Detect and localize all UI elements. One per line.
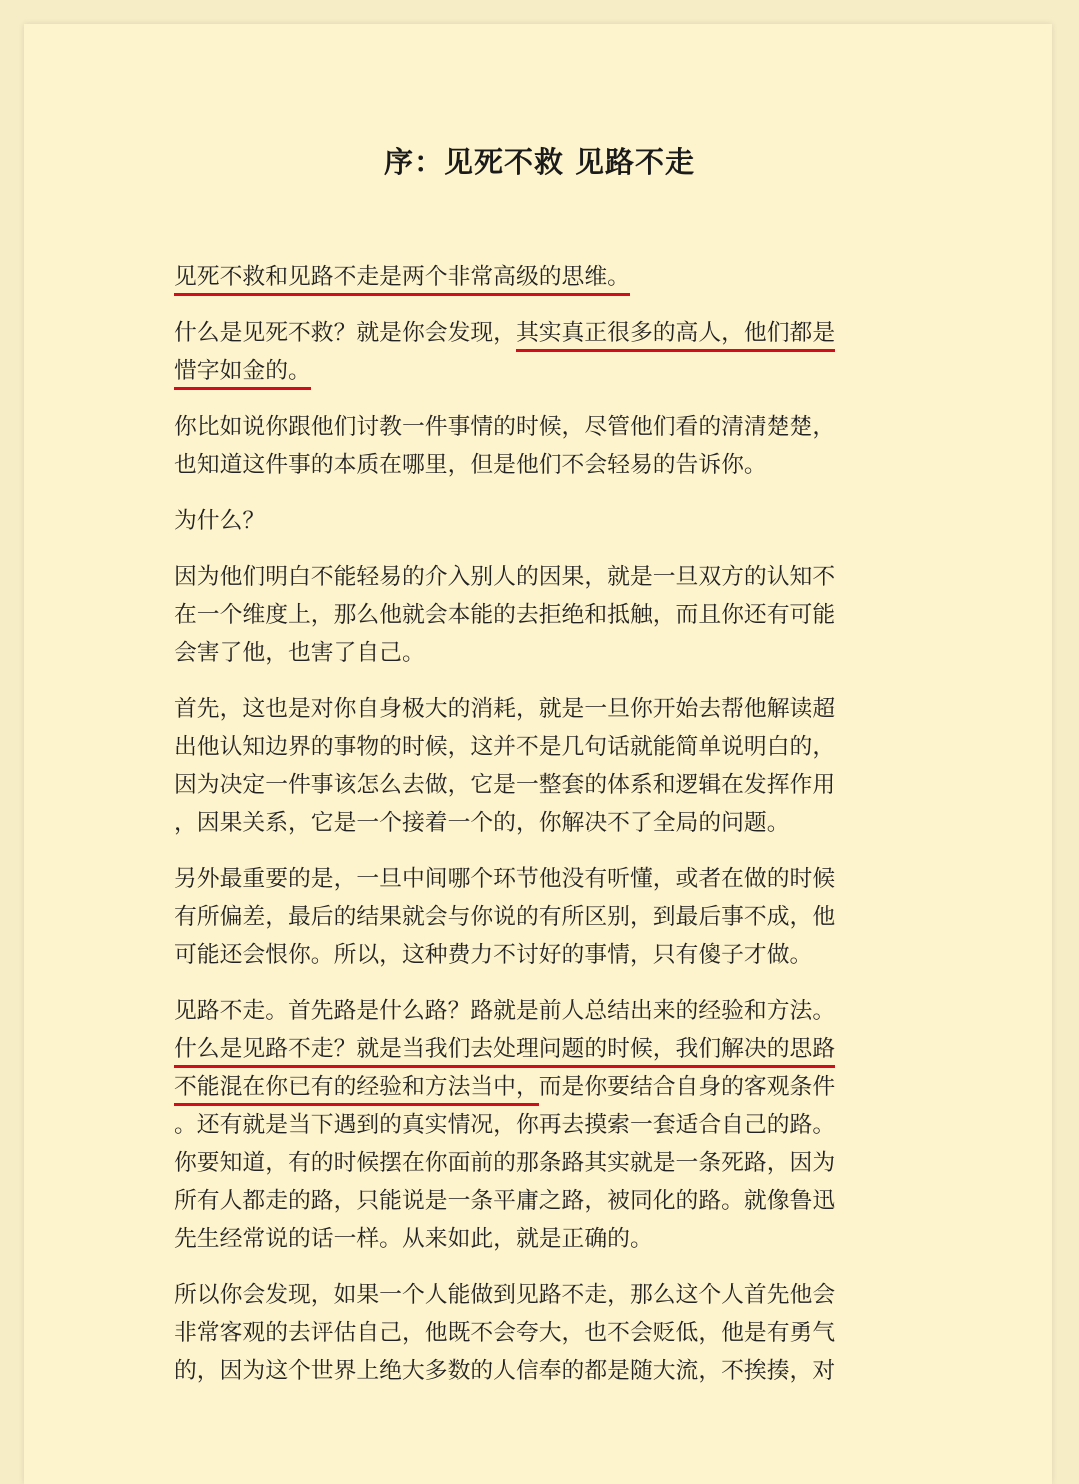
paragraph-7	[174, 860, 914, 974]
text-line: 在一个维度上，那么他就会本能的去拒绝和抵触，而且你还有可能	[174, 602, 836, 628]
page-title: 序：见死不救 见路不走	[383, 145, 696, 179]
text-line: 所以你会发现，如果一个人能做到见路不走，那么这个人首先他会	[174, 1282, 836, 1308]
text-line: 会害了他，也害了自己。	[174, 640, 425, 666]
document-body	[174, 258, 914, 1408]
text-line: 也知道这件事的本质在哪里，但是他们不会轻易的告诉你。	[174, 452, 767, 478]
text-line: 首先，这也是对你自身极大的消耗，就是一旦你开始去帮他解读超	[174, 696, 836, 722]
paragraph-2	[174, 314, 914, 390]
text-line: 你比如说你跟他们讨教一件事情的时候，尽管他们看的清清楚楚，	[174, 414, 836, 440]
text-line: 可能还会恨你。所以，这种费力不讨好的事情，只有傻子才做。	[174, 942, 813, 968]
paragraph-5	[174, 558, 914, 672]
paragraph-4	[174, 502, 914, 540]
text-line: ，因果关系，它是一个接着一个的，你解决不了全局的问题。	[174, 810, 790, 836]
text-line: 有所偏差，最后的结果就会与你说的有所区别，到最后事不成，他	[174, 904, 836, 930]
paragraph-3	[174, 408, 914, 484]
text-line: 先生经常说的话一样。从来如此，就是正确的。	[174, 1226, 653, 1252]
highlighted-phrase: 什么是见路不走？就是当我们去处理问题的时候，我们解决的思路	[174, 1035, 835, 1068]
text-line: 为什么？	[174, 508, 266, 534]
highlighted-phrase: 惜字如金的。	[174, 357, 311, 390]
text-line: 见路不走。首先路是什么路？路就是前人总结出来的经验和方法。	[174, 998, 836, 1024]
highlighted-sentence: 见死不救和见路不走是两个非常高级的思维。	[174, 263, 630, 296]
text-line: 非常客观的去评估自己，他既不会夸大，也不会贬低，他是有勇气	[174, 1320, 836, 1346]
text-line: 你要知道，有的时候摆在你面前的那条路其实就是一条死路，因为	[174, 1150, 836, 1176]
text-line: 。还有就是当下遇到的真实情况，你再去摸索一套适合自己的路。	[174, 1112, 836, 1138]
text-line: 所有人都走的路，只能说是一条平庸之路，被同化的路。就像鲁迅	[174, 1188, 836, 1214]
paragraph-text: 而是你要结合自身的客观条件	[538, 1074, 836, 1100]
paragraph-8	[174, 992, 914, 1258]
paragraph-1	[174, 258, 914, 296]
text-line: 因为他们明白不能轻易的介入别人的因果，就是一旦双方的认知不	[174, 564, 836, 590]
highlighted-phrase: 其实真正很多的高人，他们都是	[516, 319, 835, 352]
paragraph-9	[174, 1276, 914, 1390]
highlighted-phrase: 不能混在你已有的经验和方法当中，	[174, 1073, 539, 1106]
paragraph-text: 什么是见死不救？就是你会发现，	[174, 320, 516, 346]
text-line: 另外最重要的是，一旦中间哪个环节他没有听懂，或者在做的时候	[174, 866, 836, 892]
text-line: 因为决定一件事该怎么去做，它是一整套的体系和逻辑在发挥作用	[174, 772, 836, 798]
text-line: 出他认知边界的事物的时候，这并不是几句话就能简单说明白的，	[174, 734, 836, 760]
text-line: 的，因为这个世界上绝大多数的人信奉的都是随大流，不挨揍，对	[174, 1358, 836, 1384]
paragraph-6	[174, 690, 914, 842]
